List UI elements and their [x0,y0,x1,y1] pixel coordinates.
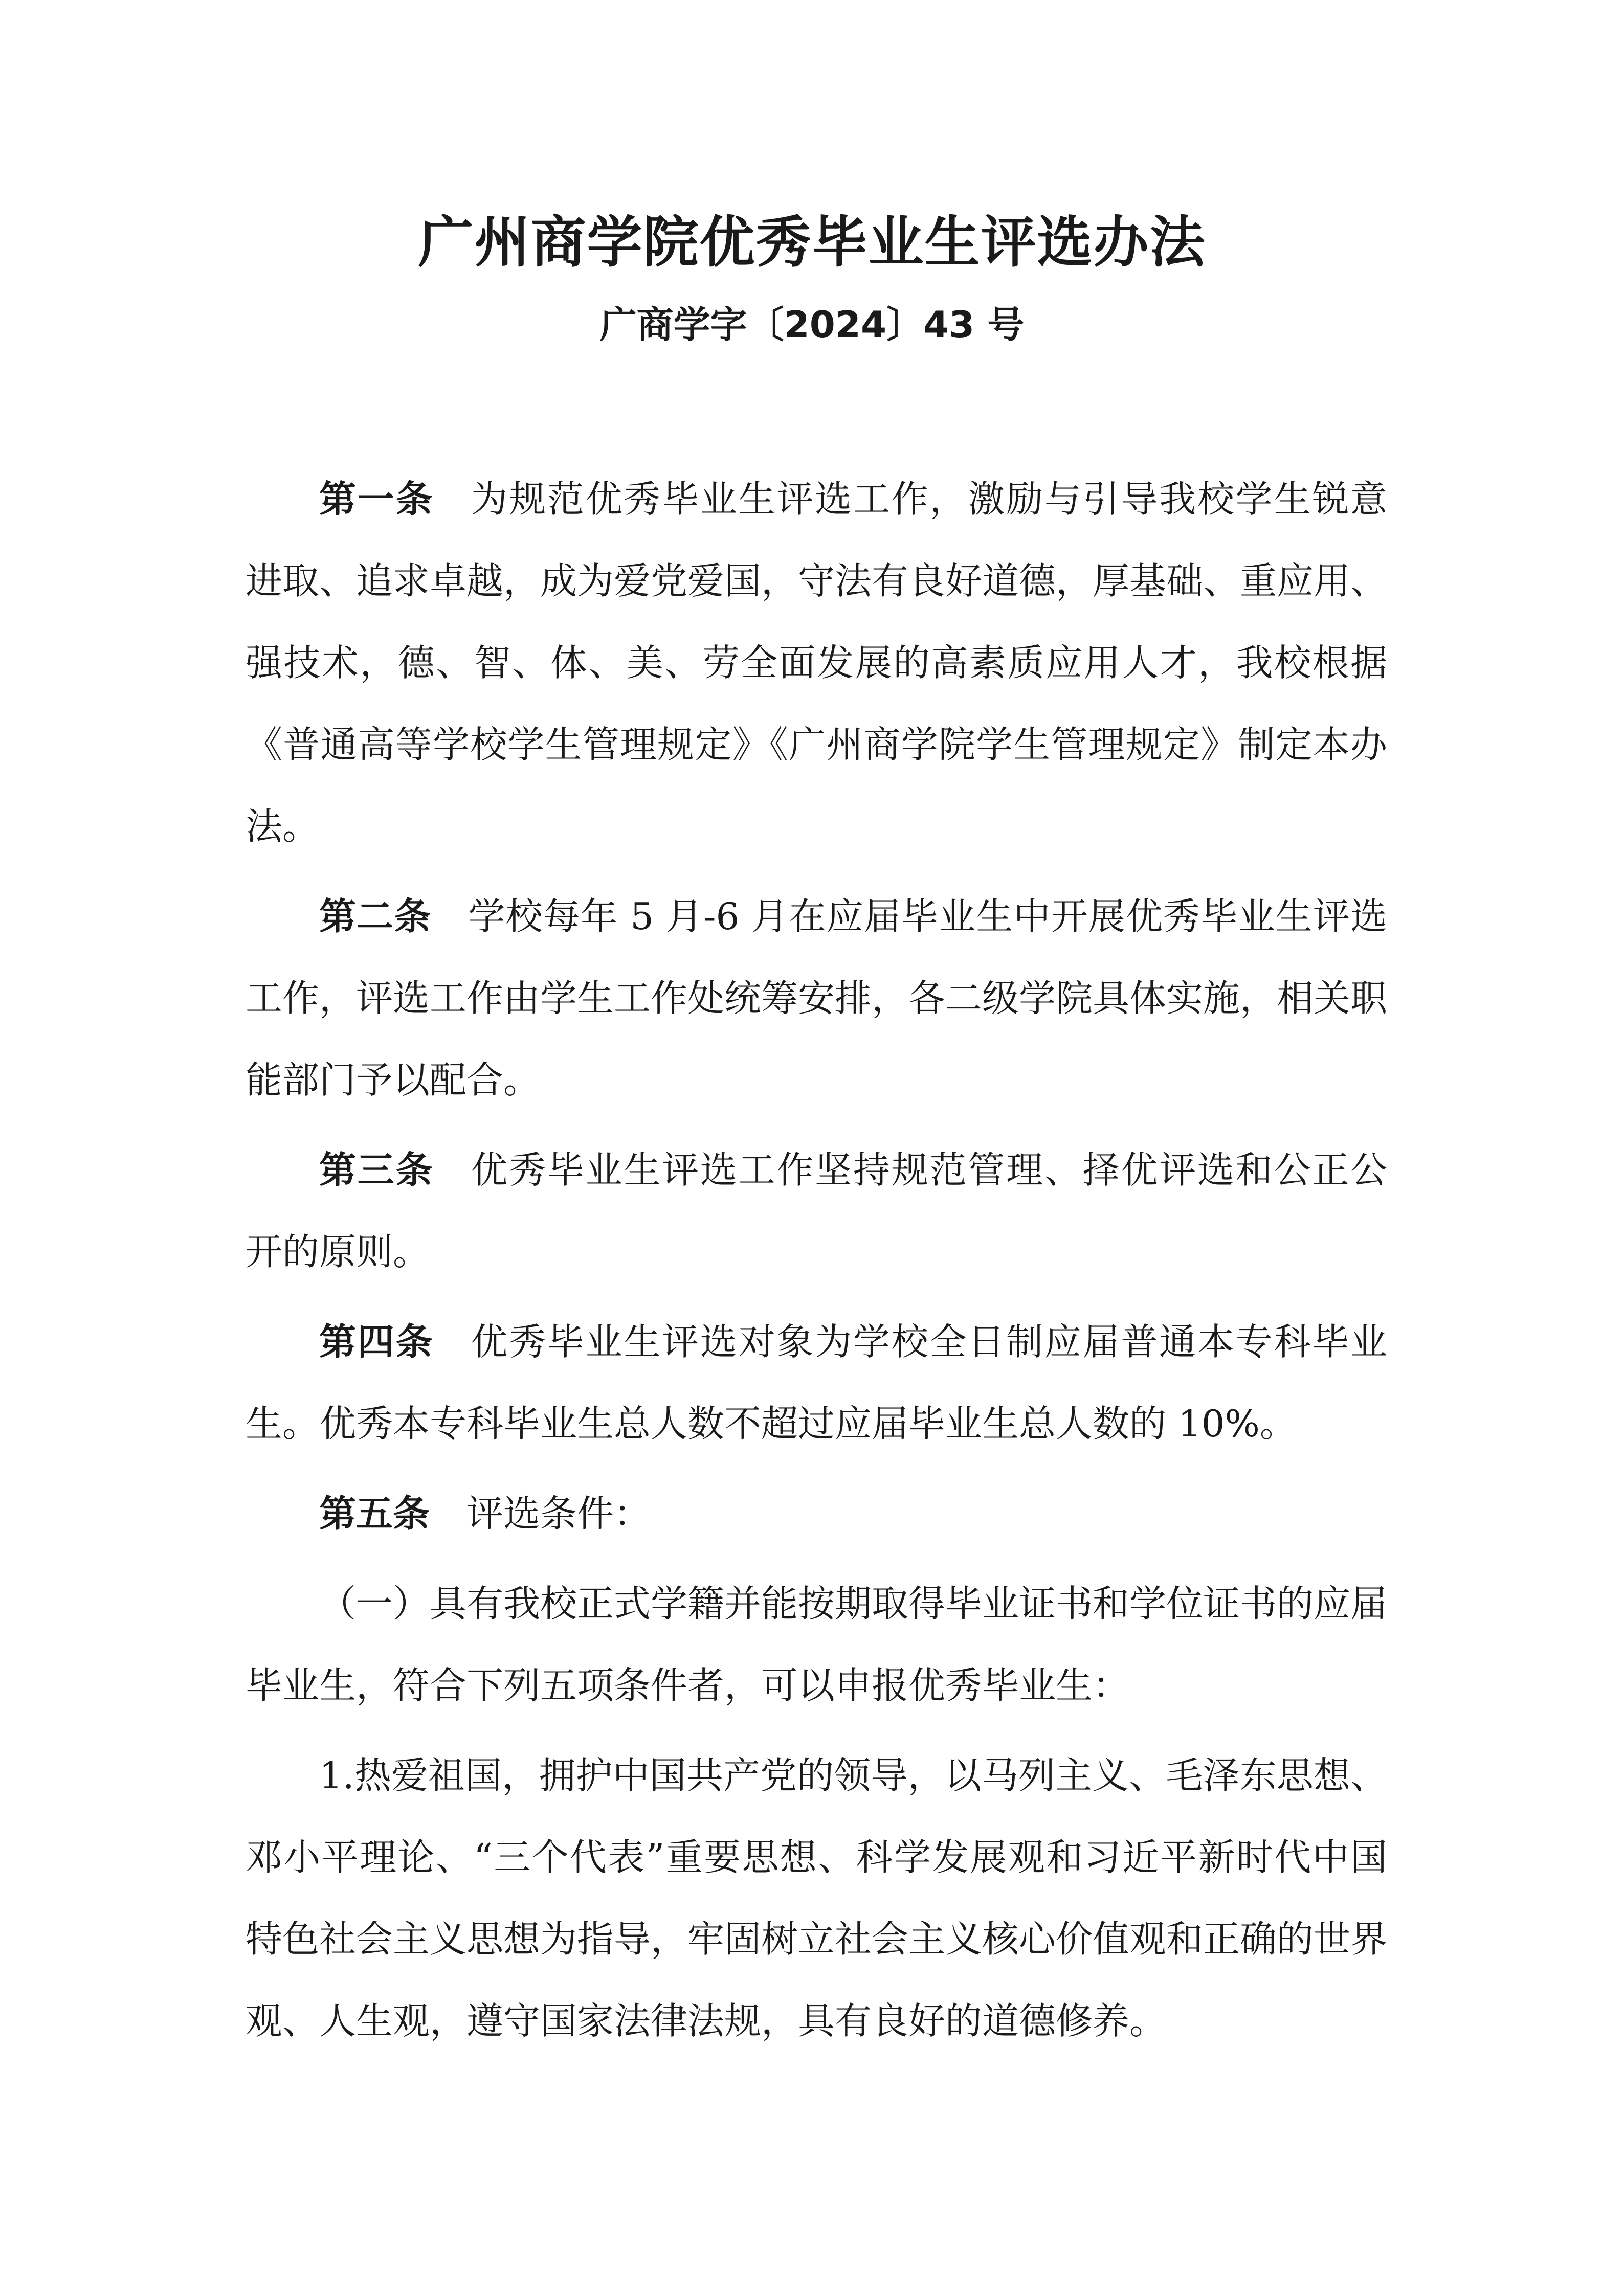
document-body [246,458,1387,2062]
article-heading: 第二条 [319,895,432,938]
article-text: 优秀毕业生评选工作坚持规范管理、择优评选和公正公开的原则。 [246,1149,1387,1273]
article-text: 评选条件： [466,1492,651,1535]
article-heading: 第一条 [319,478,434,521]
article-2 [246,875,1387,1121]
document-number: 广商学字〔2024〕43 号 [599,303,1025,346]
article-text: 为规范优秀毕业生评选工作，激励与引导我校学生锐意进取、追求卓越，成为爱党爱国，守法有良好道德，厚基础、重应用、强技术，德、智、体、美、劳全面发展的高素质应用人才，我校根据《普通高等学校学生管理规定》《广州商学院学生管理规定》制定本办法。 [246,478,1388,848]
article-5 [246,1473,1387,1555]
article-4 [246,1301,1387,1465]
clause-1: （一）具有我校正式学籍并能按期取得毕业证书和学位证书的应届毕业生，符合下列五项条件者，可以申报优秀毕业生： [246,1582,1388,1707]
article-heading: 第四条 [319,1320,434,1363]
article-3 [246,1129,1387,1293]
article-text: 学校每年 5 月-6 月在应届毕业生中开展优秀毕业生评选工作，评选工作由学生工作处统筹安排，各二级学院具体实施，相关职能部门予以配合。 [246,895,1388,1101]
clause-item-1: 1.热爱祖国，拥护中国共产党的领导，以马列主义、毛泽东思想、邓小平理论、“三个代表”重要思想、科学发展观和习近平新时代中国特色社会主义思想为指导，牢固树立社会主义核心价值观和正确的世界观、人生观，遵守国家法律法规，具有良好的道德修养。 [246,1754,1388,2042]
article-text: 优秀毕业生评选对象为学校全日制应届普通本专科毕业生。优秀本专科毕业生总人数不超过应届毕业生总人数的 10%。 [246,1320,1387,1445]
document-title: 广州商学院优秀毕业生评选办法 [418,211,1206,275]
article-heading: 第三条 [319,1149,434,1191]
article-heading: 第五条 [319,1492,430,1535]
article-1 [246,458,1387,867]
